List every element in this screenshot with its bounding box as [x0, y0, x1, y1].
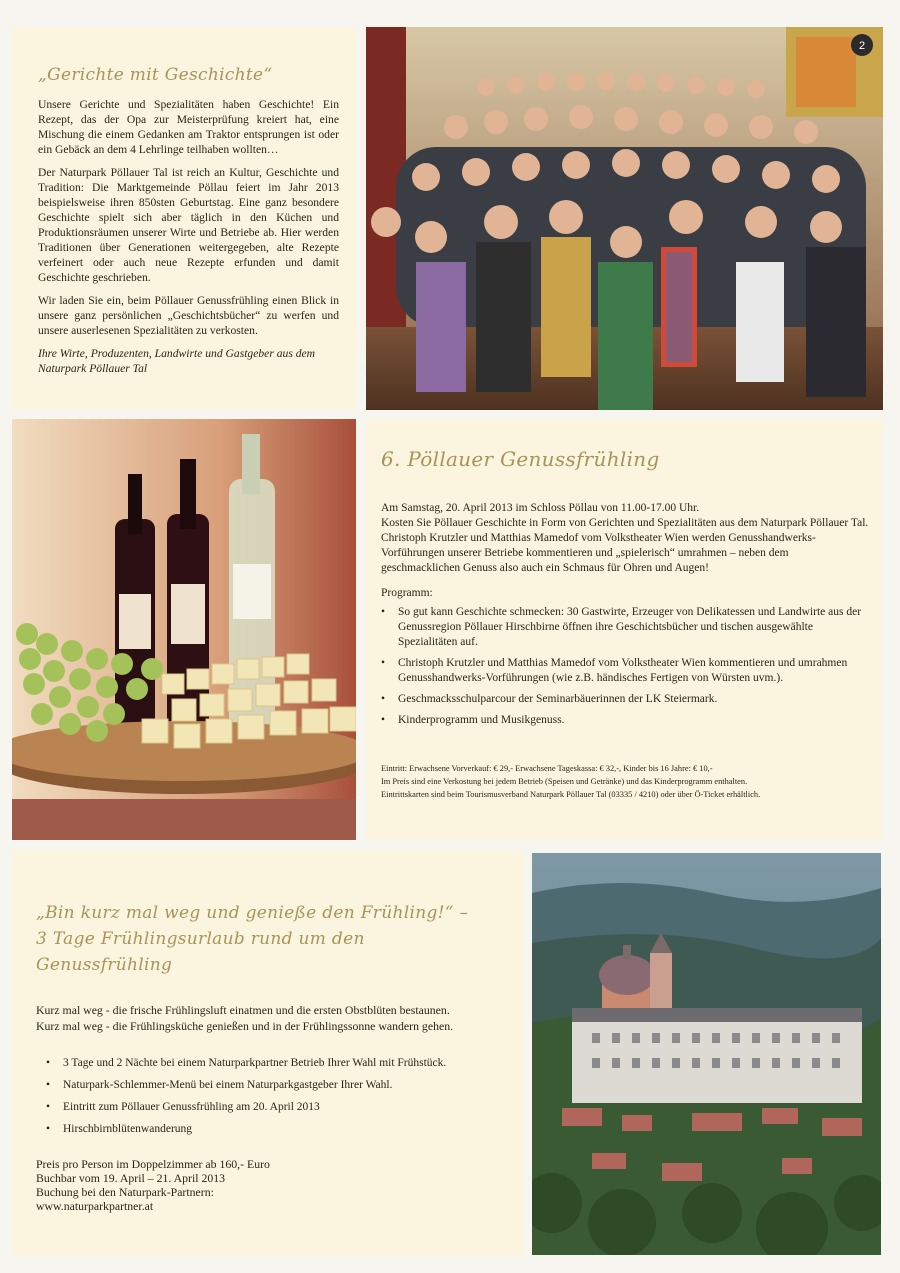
section1-paragraph-3: Wir laden Sie ein, beim Pöllauer Genussfrühling einen Blick in unsere ganz persönlichen „Geschichtsbücher“ zu werfen und unsere auserlesenen Spezialitäten zu verkosten.	[38, 294, 339, 337]
section1-paragraph-2: Der Naturpark Pöllauer Tal ist reich an Kultur, Geschichte und Tradition: Die Marktgemeinde Pöllau feiert im Jahr 2013 beispielsweise ihren 850sten Geburtstag. Eine ganz besondere Geschichte spielt sich aber täglich in den Küchen und Produktionsräumen unserer Wirte und Betriebe ab. Hier werden Traditionen über Generationen weitergegeben, alte Rezepte verfeinert oder auch neue Rezepte erfunden und damit Geschichte geschrieben.	[38, 166, 339, 284]
program-item: • Geschmacksschulparcour der Seminarbäuerinnen der LK Steiermark.	[381, 692, 869, 707]
program-item: • So gut kann Geschichte schmecken: 30 Gastwirte, Erzeuger von Delikatessen und Landwirte aus der Genussregion Pöllauer Hirschbirne öffnen ihre Geschichtsbücher und tischen ausgewählte Spezialitäten auf.	[381, 605, 869, 650]
page-number: 2	[858, 40, 866, 52]
ticket-sales: Eintrittskarten sind beim Tourismusverband Naturpark Pöllauer Tal (03335 / 4210) oder über Ö-Ticket erhältlich.	[381, 790, 761, 799]
price-per-person: Preis pro Person im Doppelzimmer ab 160,- Euro	[36, 1157, 270, 1171]
booking-info: Buchung bei den Naturpark-Partnern:	[36, 1185, 214, 1199]
section2-program-list	[381, 605, 869, 728]
wine-cheese-illustration	[12, 419, 356, 840]
section2-intro-date: Am Samstag, 20. April 2013 im Schloss Pöllau von 11.00-17.00 Uhr.	[381, 502, 700, 514]
castle-landscape-illustration	[532, 853, 881, 1255]
castle-landscape-photo	[532, 853, 881, 1255]
section1-heading: „Gerichte mit Geschichte“	[38, 65, 273, 85]
section2-heading: 6. Pöllauer Genussfrühling	[381, 447, 660, 471]
package-item: • 3 Tage und 2 Nächte bei einem Naturparkpartner Betrieb Ihrer Wahl mit Frühstück.	[46, 1056, 506, 1071]
package-item: • Eintritt zum Pöllauer Genussfrühling am 20. April 2013	[46, 1100, 506, 1115]
booking-website: www.naturparkpartner.at	[36, 1199, 154, 1213]
section1-signature: Ihre Wirte, Produzenten, Landwirte und Gastgeber aus dem Naturpark Pöllauer Tal	[38, 347, 316, 375]
intro-panel	[12, 27, 356, 410]
wine-cheese-photo	[12, 419, 356, 840]
package-panel	[12, 850, 524, 1256]
group-photo-illustration	[366, 27, 883, 410]
section3-footer	[36, 1157, 506, 1213]
ticket-prices: Eintritt: Erwachsene Vorverkauf: € 29,- Erwachsene Tageskassa: € 32,-, Kinder bis 16 Jahre: € 10,-	[381, 764, 713, 773]
section1-paragraph-1: Unsere Gerichte und Spezialitäten haben Geschichte! Ein Rezept, das der Opa zur Meisterprüfung kreiert hat, eine Mischung die einem Gedanken am Traktor entsprungen ist oder ein Gebäck an dem 4 Lehrlinge teilhaben wollten…	[38, 98, 339, 156]
group-photo	[366, 27, 883, 410]
price-includes: Im Preis sind eine Verkostung bei jedem Betrieb (Speisen und Getränke) und das Kinderprogramm enthalten.	[381, 777, 748, 786]
section3-package-list	[36, 1056, 506, 1137]
program-item: • Christoph Krutzler und Matthias Mamedof vom Volkstheater Wien kommentieren und umrahmen Genusshandwerks-Vorführungen (wie z.B. händisches Fertigen von Würsten uvm.).	[381, 656, 869, 686]
section2-notes	[381, 762, 869, 801]
section3-heading-line1: „Bin kurz mal weg und genieße den Frühling!“ –	[36, 903, 469, 923]
section2-program-label: Programm:	[381, 587, 433, 599]
package-item: • Naturpark-Schlemmer-Menü bei einem Naturparkgastgeber Ihrer Wahl.	[46, 1078, 506, 1093]
program-item: • Kinderprogramm und Musikgenuss.	[381, 713, 869, 728]
section2-intro-text: Kosten Sie Pöllauer Geschichte in Form von Gerichten und Spezialitäten aus dem Naturpark Pöllauer Tal. Christoph Krutzler und Matthias Mamedof vom Volkstheater Wien werden Genusshandwerks-Vorführungen unserer Betriebe kommentieren und „spielerisch“ umrahmen – neben dem geschmacklichen Genuss also auch ein Schmaus für Ohren und Augen!	[381, 517, 869, 574]
genussfruehling-panel	[366, 419, 883, 840]
section3-intro-2: Kurz mal weg - die Frühlingsküche genießen und in der Frühlingssonne wandern gehen.	[36, 1019, 454, 1033]
section3-heading-line2: 3 Tage Frühlingsurlaub rund um den Genussfrühling	[36, 929, 365, 975]
booking-period: Buchbar vom 19. April – 21. April 2013	[36, 1171, 226, 1185]
section3-intro-1: Kurz mal weg - die frische Frühlingsluft einatmen und die ersten Obstblüten bestaunen.	[36, 1003, 450, 1017]
package-item: • Hirschbirnblütenwanderung	[46, 1122, 506, 1137]
